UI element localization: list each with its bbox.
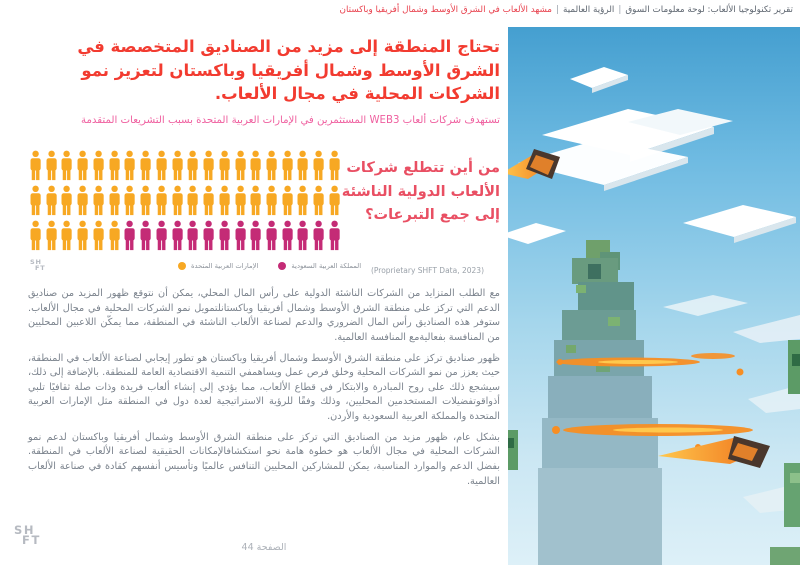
person-icon xyxy=(218,150,231,181)
person-icon xyxy=(234,150,247,181)
breadcrumb xyxy=(340,5,793,15)
person-icon xyxy=(29,220,42,251)
person-icon xyxy=(249,150,262,181)
person-icon xyxy=(108,185,121,216)
person-icon xyxy=(234,220,247,251)
voxel-art-illustration xyxy=(508,27,800,565)
person-icon xyxy=(155,185,168,216)
person-icon xyxy=(171,185,184,216)
person-icon xyxy=(186,185,199,216)
person-icon xyxy=(281,150,294,181)
body-paragraph: ظهور صناديق تركز على منطقة الشرق الأوسط وشمال أفريقيا وباكستان هو تطور إيجابي لصناعة الألعاب في المنطقة، حيث يعزز من نمو الشركات المحلية وخلق فرص عمل ويساهمفي التنمية الاقتصادية العامة للمنطقة. بالإضافة إلى ذلك، سيشجع ذلك على روح المبادرة والابتكار في قطاع الألعاب، مما يؤدي إلى إنشاء ألعاب فريدة وذات صلة ثقافيًا تلبي أذواقوتفضيلات المستخدمين المحليين، وذلك وفقًا للرؤية الاستراتيجية لعدة دول في المنطقة مثل الإمارات العربية المتحدة والمملكة العربية السعودية والأردن. xyxy=(28,352,500,422)
person-icon xyxy=(265,185,278,216)
breadcrumb-separator: | xyxy=(556,5,559,15)
chart-question: من أين تتطلع شركات الألعاب الدولية الناشئة إلى جمع التبرعات؟ xyxy=(341,160,500,223)
pictogram-chart xyxy=(29,150,347,255)
person-icon xyxy=(76,185,89,216)
person-icon xyxy=(265,220,278,251)
person-icon xyxy=(60,220,73,251)
person-icon xyxy=(249,185,262,216)
shft-mini-logo-line2: FT xyxy=(35,263,46,272)
shft-logo-line2: FT xyxy=(22,532,41,547)
person-icon xyxy=(171,220,184,251)
person-icon xyxy=(45,220,58,251)
person-icon xyxy=(155,150,168,181)
legend-dot-ksa-icon xyxy=(278,262,286,270)
shft-mini-logo xyxy=(30,260,45,272)
legend-label-uae: الإمارات العربية المتحدة xyxy=(191,262,259,270)
chart-legend-row xyxy=(28,259,500,277)
person-icon xyxy=(171,150,184,181)
shft-logo-line1: SH xyxy=(14,523,36,537)
breadcrumb-separator: | xyxy=(618,5,622,15)
person-icon xyxy=(76,220,89,251)
person-icon xyxy=(92,220,105,251)
data-source-note: (Proprietary SHFT Data, 2023) xyxy=(370,266,484,275)
body-text xyxy=(28,287,500,496)
person-icon xyxy=(186,150,199,181)
person-icon xyxy=(123,185,136,216)
person-icon xyxy=(139,220,152,251)
person-icon xyxy=(123,220,136,251)
person-icon xyxy=(234,185,247,216)
page-title: تحتاج المنطقة إلى مزيد من الصناديق المتخصصة في الشرق الأوسط وشمال أفريقيا وباكستان لتعزيز نمو الشركات المحلية في مجال الألعاب. xyxy=(77,37,500,103)
person-icon xyxy=(76,150,89,181)
person-icon xyxy=(108,150,121,181)
person-icon xyxy=(249,220,262,251)
shft-mini-logo-line1: SH xyxy=(30,258,42,266)
person-icon xyxy=(108,220,121,251)
person-icon xyxy=(139,150,152,181)
person-icon xyxy=(45,185,58,216)
person-icon xyxy=(296,185,309,216)
person-icon xyxy=(186,220,199,251)
person-icon xyxy=(265,150,278,181)
person-icon xyxy=(202,185,215,216)
person-icon xyxy=(218,220,231,251)
person-icon xyxy=(281,185,294,216)
page-number: الصفحة 44 xyxy=(241,542,287,553)
body-paragraph: مع الطلب المتزايد من الشركات الناشئة الدولية على رأس المال المحلي، يمكن أن نتوقع ظهور المزيد من صناديق الدعم التي تركز على منطقة الشرق الأوسط وشمال أفريقيا وباكستانلتمويل نمو الشركات المحلية في مجال الألعاب. ستوفر هذه الصناديق رأس المال الضروري والدعم لصناعة الألعاب الناشئة في المنطقة، مما يمكّن اللاعبين المحليين من المنافسة بفعاليةمع المنافسة العالمية. xyxy=(28,288,500,343)
body-paragraph: بشكل عام، ظهور مزيد من الصناديق التي تركز على منطقة الشرق الأوسط وشمال أفريقيا وباكستان لدعم نمو الشركات المحلية في مجال الألعاب هو خطوة هامة نحو استكشافالإمكانات الحقيقية لصناعة الألعاب في المنطقة. بفضل الدعم والموارد المناسبة، يمكن للمشاركين المحليين التنافس عالميًا وتأسيس أنفسهم كقادة في صناعة الألعاب العالمية. xyxy=(28,431,500,487)
person-icon xyxy=(202,220,215,251)
person-icon xyxy=(60,150,73,181)
person-icon xyxy=(296,220,309,251)
person-icon xyxy=(296,150,309,181)
person-icon xyxy=(29,150,42,181)
voxel-art-canvas xyxy=(508,27,800,565)
legend-item-ksa xyxy=(278,262,361,270)
person-icon xyxy=(45,150,58,181)
legend-label-ksa: المملكة العربية السعودية xyxy=(291,262,362,270)
page-subtitle: تستهدف شركات ألعاب WEB3 المستثمرين في الإمارات العربية المتحدة بسبب التشريعات المتقدمة xyxy=(80,115,500,126)
person-icon xyxy=(139,185,152,216)
person-icon xyxy=(29,185,42,216)
person-icon xyxy=(92,150,105,181)
chart-legend xyxy=(178,262,361,270)
person-icon xyxy=(281,220,294,251)
person-icon xyxy=(92,185,105,216)
person-icon xyxy=(60,185,73,216)
breadcrumb-report-title: تقرير تكنولوجيا الألعاب: لوحة معلومات السوق xyxy=(625,5,793,15)
breadcrumb-chapter: مشهد الألعاب في الشرق الأوسط وشمال أفريقيا وباكستان xyxy=(339,5,553,15)
legend-item-uae xyxy=(178,262,258,270)
person-icon xyxy=(202,150,215,181)
breadcrumb-section: الرؤية العالمية xyxy=(563,5,615,15)
person-icon xyxy=(218,185,231,216)
legend-dot-uae-icon xyxy=(178,262,186,270)
person-icon xyxy=(123,150,136,181)
person-icon xyxy=(155,220,168,251)
